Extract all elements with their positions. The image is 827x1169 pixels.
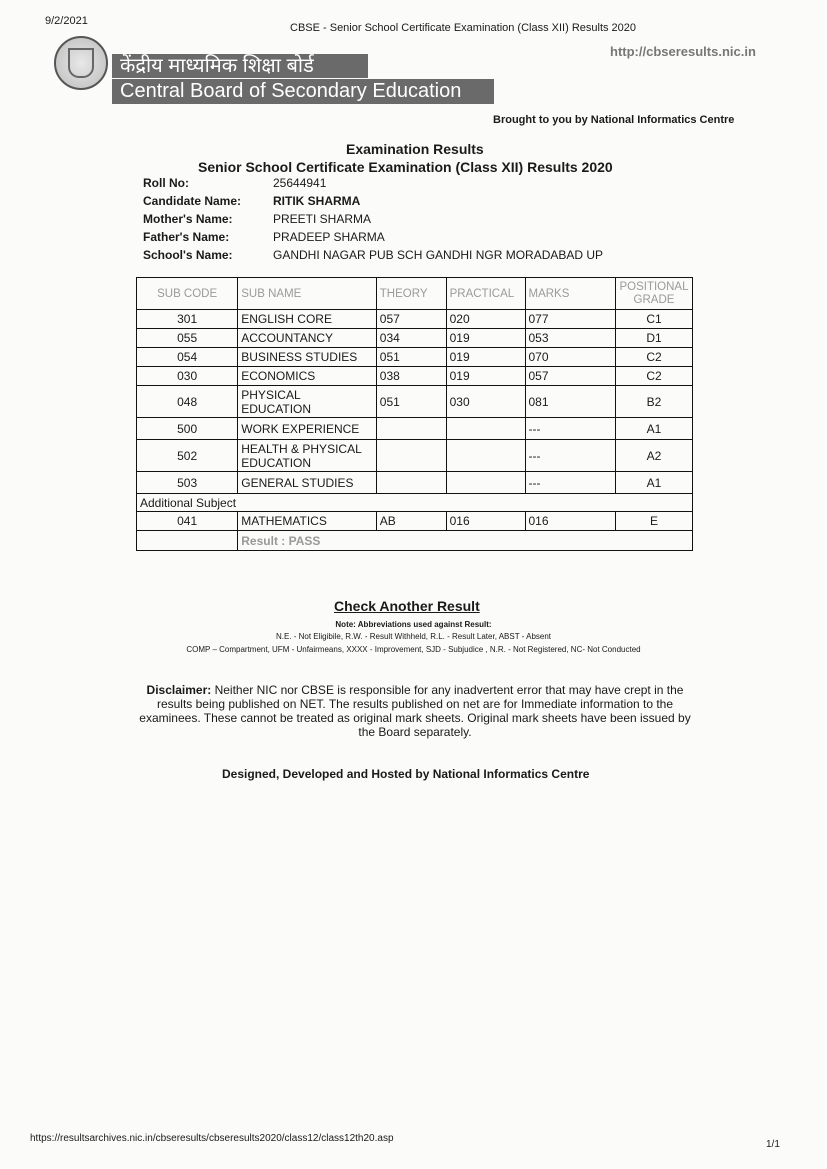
marks: 070 <box>525 348 615 367</box>
marks: --- <box>525 472 615 494</box>
sub-name: BUSINESS STUDIES <box>238 348 377 367</box>
grade: C2 <box>615 348 692 367</box>
result-blank-cell <box>137 531 238 551</box>
table-row <box>137 329 693 348</box>
col-sub-name: SUB NAME <box>238 278 377 310</box>
info-label: Father's Name: <box>143 230 230 244</box>
print-date: 9/2/2021 <box>45 15 88 27</box>
theory: 038 <box>376 367 446 386</box>
theory <box>376 440 446 472</box>
table-row <box>137 512 693 531</box>
site-url[interactable]: http://cbseresults.nic.in <box>610 44 756 59</box>
practical: 016 <box>446 512 525 531</box>
theory: 057 <box>376 310 446 329</box>
theory: 034 <box>376 329 446 348</box>
check-another-result-link[interactable]: Check Another Result <box>334 598 480 614</box>
disclaimer-label: Disclaimer: <box>146 683 212 697</box>
info-value: GANDHI NAGAR PUB SCH GANDHI NGR MORADABAD UP <box>273 248 604 262</box>
table-row <box>137 367 693 386</box>
banner-hindi: केंद्रीय माध्यमिक शिक्षा बोर्ड <box>112 54 368 78</box>
marks: 081 <box>525 386 615 418</box>
grade: D1 <box>615 329 692 348</box>
col-grade: POSITIONAL GRADE <box>615 278 692 310</box>
grade: A1 <box>615 418 692 440</box>
info-value: PREETI SHARMA <box>273 212 372 226</box>
grade: C2 <box>615 367 692 386</box>
sub-code: 500 <box>137 418 238 440</box>
disclaimer <box>135 683 695 739</box>
sub-name: ECONOMICS <box>238 367 377 386</box>
info-label: Roll No: <box>143 176 189 190</box>
practical <box>446 418 525 440</box>
theory: 051 <box>376 386 446 418</box>
table-row <box>137 386 693 418</box>
footer-credit: Designed, Developed and Hosted by National Informatics Centre <box>222 767 590 781</box>
brought-by: Brought to you by National Informatics Centre <box>493 114 735 126</box>
col-theory: THEORY <box>376 278 446 310</box>
theory <box>376 472 446 494</box>
sub-code: 502 <box>137 440 238 472</box>
practical: 030 <box>446 386 525 418</box>
sub-name: ENGLISH CORE <box>238 310 377 329</box>
col-marks: MARKS <box>525 278 615 310</box>
marks: 053 <box>525 329 615 348</box>
col-sub-code: SUB CODE <box>137 278 238 310</box>
marks: 016 <box>525 512 615 531</box>
col-practical: PRACTICAL <box>446 278 525 310</box>
theory: AB <box>376 512 446 531</box>
marks: 057 <box>525 367 615 386</box>
sub-name: GENERAL STUDIES <box>238 472 377 494</box>
marks: 077 <box>525 310 615 329</box>
sub-name: WORK EXPERIENCE <box>238 418 377 440</box>
info-label: School's Name: <box>143 248 233 262</box>
table-row <box>137 472 693 494</box>
table-header-row <box>137 278 693 310</box>
grade: B2 <box>615 386 692 418</box>
print-title: CBSE - Senior School Certificate Examination (Class XII) Results 2020 <box>290 22 637 34</box>
result-row <box>137 531 693 551</box>
results-table <box>136 277 693 551</box>
sub-code: 055 <box>137 329 238 348</box>
page-title: Examination Results <box>346 141 484 157</box>
table-row <box>137 310 693 329</box>
table-row <box>137 440 693 472</box>
additional-subject-row <box>137 494 693 512</box>
sub-code: 041 <box>137 512 238 531</box>
print-footer-url: https://resultsarchives.nic.in/cbseresults/cbseresults2020/class12/class12th20.asp <box>30 1133 394 1144</box>
additional-subject-label: Additional Subject <box>137 494 693 512</box>
print-page-number: 1/1 <box>766 1139 780 1150</box>
sub-code: 054 <box>137 348 238 367</box>
info-label: Candidate Name: <box>143 194 242 208</box>
grade: A1 <box>615 472 692 494</box>
sub-name: PHYSICAL EDUCATION <box>238 386 377 418</box>
sub-name: ACCOUNTANCY <box>238 329 377 348</box>
table-row <box>137 348 693 367</box>
grade: A2 <box>615 440 692 472</box>
disclaimer-text: Neither NIC nor CBSE is responsible for any inadvertent error that may have crept in the results being published on NET. The results published on net are for Immediate information to the examinees. These cannot be treated as original mark sheets. Original mark sheets have been issued by the Board separately. <box>139 683 691 739</box>
result-status: Result : PASS <box>238 531 693 551</box>
sub-code: 048 <box>137 386 238 418</box>
theory <box>376 418 446 440</box>
practical: 019 <box>446 367 525 386</box>
cbse-logo-icon <box>54 36 108 90</box>
marks: --- <box>525 440 615 472</box>
theory: 051 <box>376 348 446 367</box>
grade: E <box>615 512 692 531</box>
sub-code: 301 <box>137 310 238 329</box>
note-line-1: N.E. - Not Eligibile, R.W. - Result Withheld, R.L. - Result Later, ABST - Absent <box>275 632 552 641</box>
info-value: PRADEEP SHARMA <box>273 230 385 244</box>
sub-code: 503 <box>137 472 238 494</box>
grade: C1 <box>615 310 692 329</box>
sub-code: 030 <box>137 367 238 386</box>
note-title: Note: Abbreviations used against Result: <box>335 620 492 629</box>
info-value: 25644941 <box>273 176 327 190</box>
info-value: RITIK SHARMA <box>273 194 361 208</box>
practical <box>446 472 525 494</box>
practical: 019 <box>446 348 525 367</box>
practical: 020 <box>446 310 525 329</box>
practical: 019 <box>446 329 525 348</box>
practical <box>446 440 525 472</box>
table-row <box>137 418 693 440</box>
sub-name: MATHEMATICS <box>238 512 377 531</box>
sub-name: HEALTH & PHYSICAL EDUCATION <box>238 440 377 472</box>
info-label: Mother's Name: <box>143 212 233 226</box>
note-line-2: COMP – Compartment, UFM - Unfairmeans, XXXX - Improvement, SJD - Subjudice , N.R. - Not Registered, NC- Not Conducted <box>186 645 641 654</box>
marks: --- <box>525 418 615 440</box>
banner-english: Central Board of Secondary Education <box>112 79 494 104</box>
exam-title: Senior School Certificate Examination (Class XII) Results 2020 <box>198 159 613 175</box>
